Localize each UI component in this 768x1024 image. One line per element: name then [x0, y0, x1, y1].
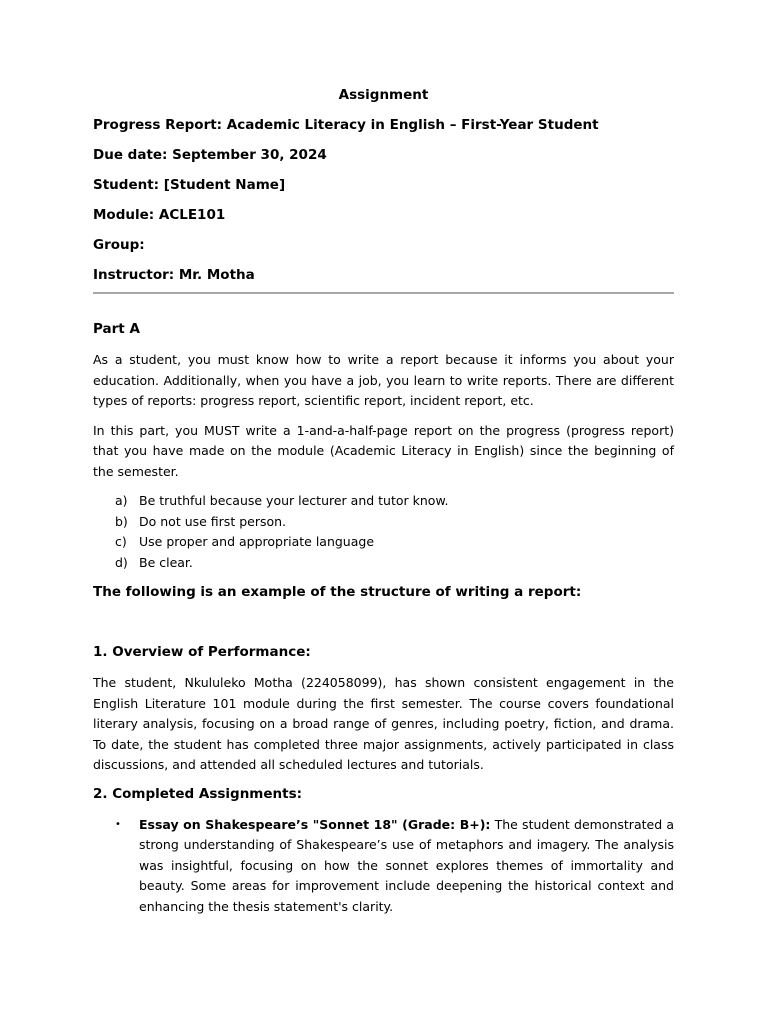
- part-a-paragraph-2: In this part, you MUST write a 1-and-a-half-page report on the progress (progress report) that you have made on the module (Academic Literacy in English) since the beginning of the semester.: [93, 422, 674, 479]
- list-item-text: Do not use first person.: [139, 513, 287, 529]
- list-item-text: Be clear.: [139, 554, 193, 570]
- list-marker: c): [115, 534, 127, 549]
- list-item-text: Use proper and appropriate language: [139, 534, 375, 549]
- list-item: [93, 512, 674, 533]
- bullet-marker: •: [115, 818, 121, 830]
- assignments-list: [93, 815, 674, 918]
- example-structure-heading: The following is an example of the structure of writing a report:: [93, 584, 582, 600]
- header-divider: [93, 292, 674, 294]
- section-1-heading: 1. Overview of Performance:: [93, 644, 311, 660]
- rules-list: [93, 491, 674, 573]
- student-line: Student: [Student Name]: [93, 177, 286, 193]
- assignment-description: The student demonstrated a strong understanding of Shakespeare’s use of metaphors and imagery. The analysis was insightful, focusing on how the sonnet explores themes of immortality and beauty. Some areas for improvement include deepening the historical context and enhancing the thesis statement's clarity.: [139, 816, 674, 914]
- group-line: Group:: [93, 237, 145, 253]
- list-item-body: [139, 815, 674, 918]
- list-marker: b): [115, 513, 128, 529]
- assignment-title: Essay on Shakespeare’s "Sonnet 18" (Grade: B+):: [139, 816, 491, 832]
- list-item: [93, 815, 674, 918]
- list-item: [93, 532, 674, 553]
- list-item: [93, 491, 674, 512]
- list-marker: a): [115, 493, 128, 508]
- list-item: [93, 553, 674, 574]
- list-marker: d): [115, 554, 128, 570]
- due-date: Due date: September 30, 2024: [93, 147, 327, 163]
- section-2-heading: 2. Completed Assignments:: [93, 785, 303, 802]
- part-a-paragraph-1: As a student, you must know how to write a report because it informs you about your education. Additionally, when you have a job, you learn to write reports. There are different types of reports: progress report, scientific report, incident report, etc.: [93, 352, 674, 408]
- part-a-heading: Part A: [93, 321, 140, 337]
- document-title: Assignment: [338, 87, 429, 103]
- module-line: Module: ACLE101: [93, 207, 226, 223]
- instructor-line: Instructor: Mr. Motha: [93, 267, 255, 283]
- list-item-text: Be truthful because your lecturer and tutor know.: [139, 493, 449, 508]
- section-1-paragraph: The student, Nkululeko Motha (224058099), has shown consistent engagement in the English Literature 101 module during the first semester. The course covers foundational literary analysis, focusing on a broad range of genres, including poetry, fiction, and drama. To date, the student has completed three major assignments, actively participated in class discussions, and attended all scheduled lectures and tutorials.: [93, 675, 674, 772]
- report-title: Progress Report: Academic Literacy in English – First-Year Student: [93, 117, 599, 133]
